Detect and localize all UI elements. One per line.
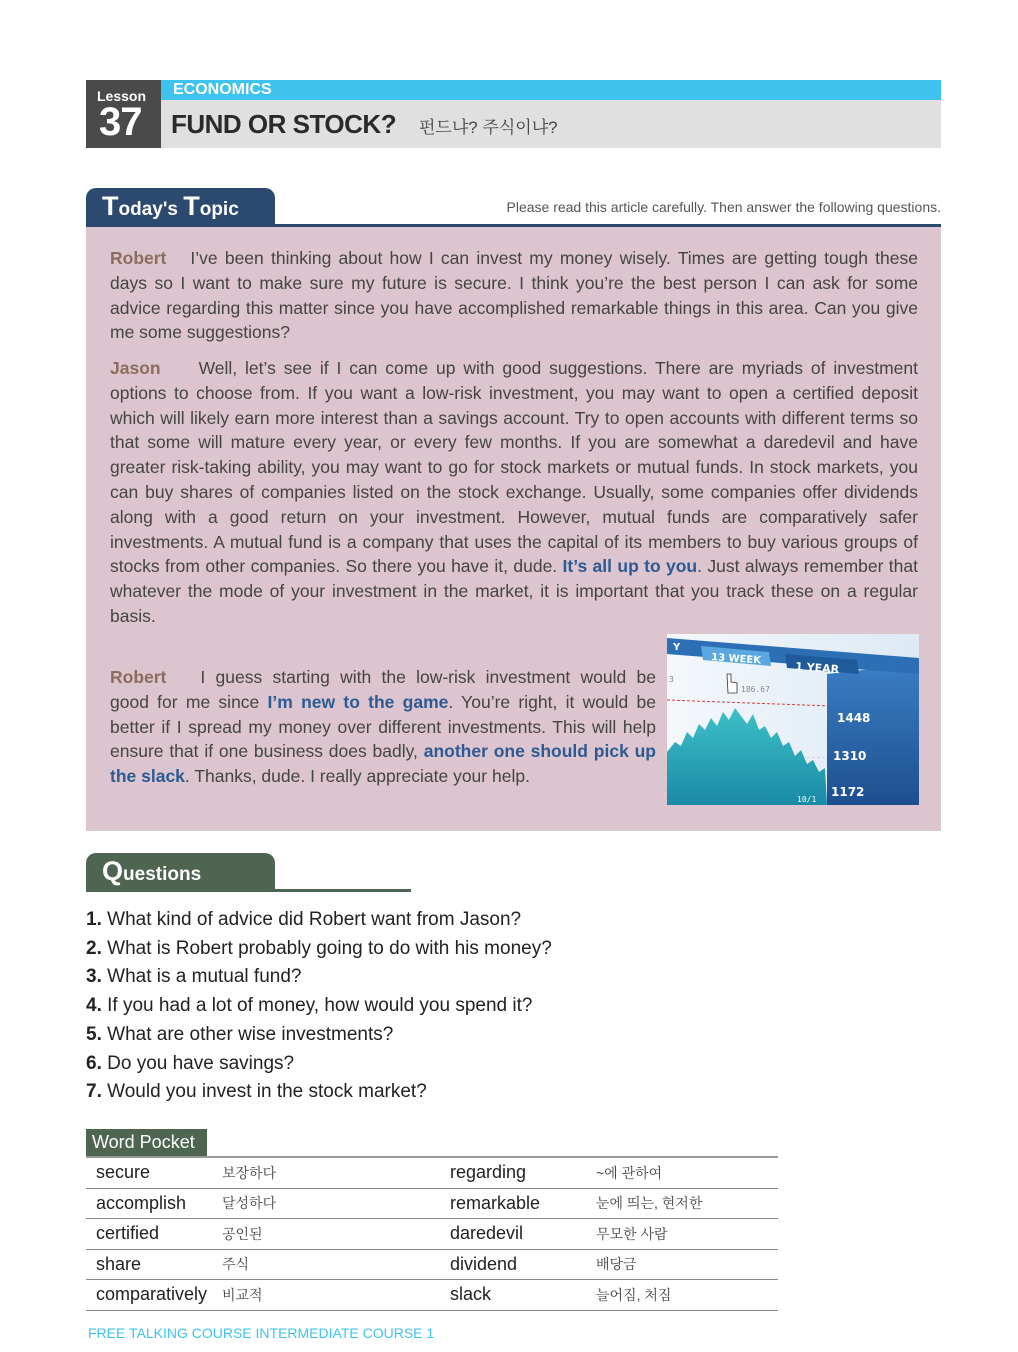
questions-first-letter: Q [102, 856, 124, 886]
word-row [86, 1219, 778, 1250]
chart-small-label: 3 [669, 675, 674, 684]
question-item [86, 1078, 552, 1107]
word-english: daredevil [450, 1219, 596, 1250]
question-item [86, 992, 552, 1021]
word-korean: 배당금 [596, 1249, 778, 1280]
word-english: secure [86, 1157, 222, 1188]
word-row [86, 1157, 778, 1188]
question-number: 6. [86, 1052, 102, 1074]
speaker-name: Robert [110, 667, 167, 687]
question-text: What are other wise investments? [107, 1023, 394, 1045]
word-korean: 공인된 [222, 1219, 450, 1250]
question-number: 2. [86, 937, 102, 959]
question-number: 3. [86, 966, 102, 988]
word-korean: 비교적 [222, 1280, 450, 1311]
word-korean: 눈에 띄는, 현저한 [596, 1188, 778, 1219]
question-item [86, 1050, 552, 1079]
article-box [86, 227, 941, 831]
word-english: slack [450, 1280, 596, 1311]
article-paragraph-3 [110, 665, 656, 789]
topic-first-letter: T [102, 191, 119, 221]
chart-price-label: 186.67 [741, 685, 770, 694]
lesson-number: 37 [99, 100, 142, 144]
paragraph-text: I guess starting with the low-risk investment would be good for me since [110, 667, 656, 712]
article-paragraph-1 [110, 246, 918, 345]
word-english: comparatively [86, 1280, 222, 1311]
question-text: What is Robert probably going to do with his money? [107, 937, 552, 959]
topic-second-letter: T [183, 191, 200, 221]
chart-date-label: 10/1 [797, 795, 817, 804]
question-text: Would you invest in the stock market? [107, 1081, 427, 1103]
paragraph-text: Well, let’s see if I can come up with good suggestions. There are myriads of investment options to choose from. If you want a low-risk investment, you may want to open a certified deposit which will likely earn more interest than a savings account. Try to open accounts with different terms so that some will mature every year, or every few months. If you are somewhat a daredevil and have greater risk-taking ability, you may want to go for stock markets or mutual funds. In stock markets, you can buy shares of companies listed on the stock exchange. Usually, some companies offer dividends along with a good return on your investment. However, mutual funds are comparatively safer investments. A mutual fund is a company that uses the capital of its members to buy various groups of stocks from other companies. So there you have it, dude. [110, 358, 918, 577]
question-item [86, 963, 552, 992]
category-bar [161, 80, 941, 100]
paragraph-text: . Just always remember that whatever the mode of your investment in the market, it is important that you track these on a regular basis. [110, 556, 918, 626]
highlight-phrase: It’s all up to you [562, 556, 698, 577]
question-number: 1. [86, 909, 102, 930]
word-english: dividend [450, 1249, 596, 1280]
question-text: Do you have savings? [107, 1052, 295, 1074]
article-paragraph-2 [110, 356, 918, 629]
paragraph-text: . Thanks, dude. I really appreciate your help. [184, 766, 530, 787]
chart-axis-value: 1172 [831, 785, 865, 799]
chart-axis-value: 1448 [837, 711, 871, 725]
word-pocket-table [86, 1156, 778, 1311]
word-row [86, 1280, 778, 1311]
question-text: What is a mutual fund? [107, 966, 302, 988]
topic-rest-2: opic [199, 199, 239, 220]
question-number: 5. [86, 1023, 102, 1045]
questions-heading [102, 856, 201, 887]
word-english: remarkable [450, 1188, 596, 1219]
category-label: ECONOMICS [173, 81, 272, 98]
instruction-text: Please read this article carefully. Then answer the following questions. [506, 199, 941, 215]
question-item [86, 1021, 552, 1050]
paragraph-text: . You’re right, it would be better if I spread my money over different investments. This will help ensure that if one business does badly, [110, 691, 657, 762]
questions-tab [86, 853, 275, 889]
word-korean: 보장하다 [222, 1157, 450, 1188]
stock-chart-photo [667, 634, 919, 805]
word-korean: 달성하다 [222, 1188, 450, 1219]
paragraph-text: I’ve been thinking about how I can invest my money wisely. Times are getting tough these days so I want to make sure my future is secure. I think you’re the best person I can ask for some advice regarding this matter since you have accomplished remarkable things in this area. Can you give me some suggestions? [110, 248, 918, 343]
word-korean: ~에 관하여 [596, 1157, 778, 1188]
chart-tab-left: Y [673, 642, 681, 653]
topic-rest-1: oday's [118, 199, 184, 220]
footer-course-title: FREE TALKING COURSE INTERMEDIATE COURSE 1 [88, 1325, 435, 1341]
question-text: If you had a lot of money, how would you spend it? [107, 995, 533, 1017]
question-text: What kind of advice did Robert want from Jason? [107, 909, 522, 930]
page-title: FUND OR STOCK? [171, 109, 397, 139]
question-list [86, 906, 552, 1107]
chart-tab-1-year: 1 YEAR [794, 660, 840, 677]
chart-tab-13-week: 13 WEEK [710, 652, 762, 667]
word-korean: 늘어짐, 처짐 [596, 1280, 778, 1311]
todays-topic-heading [102, 191, 239, 222]
word-pocket-title: Word Pocket [92, 1132, 195, 1152]
chart-axis-value: 1310 [833, 749, 867, 763]
word-row [86, 1188, 778, 1219]
highlight-phrase: another one should pick up the slack [110, 741, 656, 787]
word-korean: 주식 [222, 1249, 450, 1280]
word-english: certified [86, 1219, 222, 1250]
page-title-korean: 펀드냐? 주식이냐? [419, 118, 558, 137]
question-number: 4. [86, 995, 102, 1017]
highlight-phrase: I’m new to the game [267, 691, 449, 712]
lesson-badge [86, 80, 161, 148]
speaker-name: Jason [110, 358, 161, 378]
speaker-name: Robert [110, 248, 167, 268]
todays-topic-tab [86, 188, 275, 224]
word-english: regarding [450, 1157, 596, 1188]
title-bar [161, 100, 941, 148]
lesson-label: Lesson [97, 88, 147, 104]
stock-chart-illustration [667, 634, 919, 805]
questions-rest: uestions [123, 864, 202, 885]
question-item [86, 906, 552, 935]
word-pocket-tab [86, 1129, 207, 1156]
question-number: 7. [86, 1081, 102, 1103]
word-english: share [86, 1249, 222, 1280]
word-row [86, 1249, 778, 1280]
word-korean: 무모한 사람 [596, 1219, 778, 1250]
word-english: accomplish [86, 1188, 222, 1219]
questions-divider [86, 889, 411, 892]
question-item [86, 935, 552, 964]
